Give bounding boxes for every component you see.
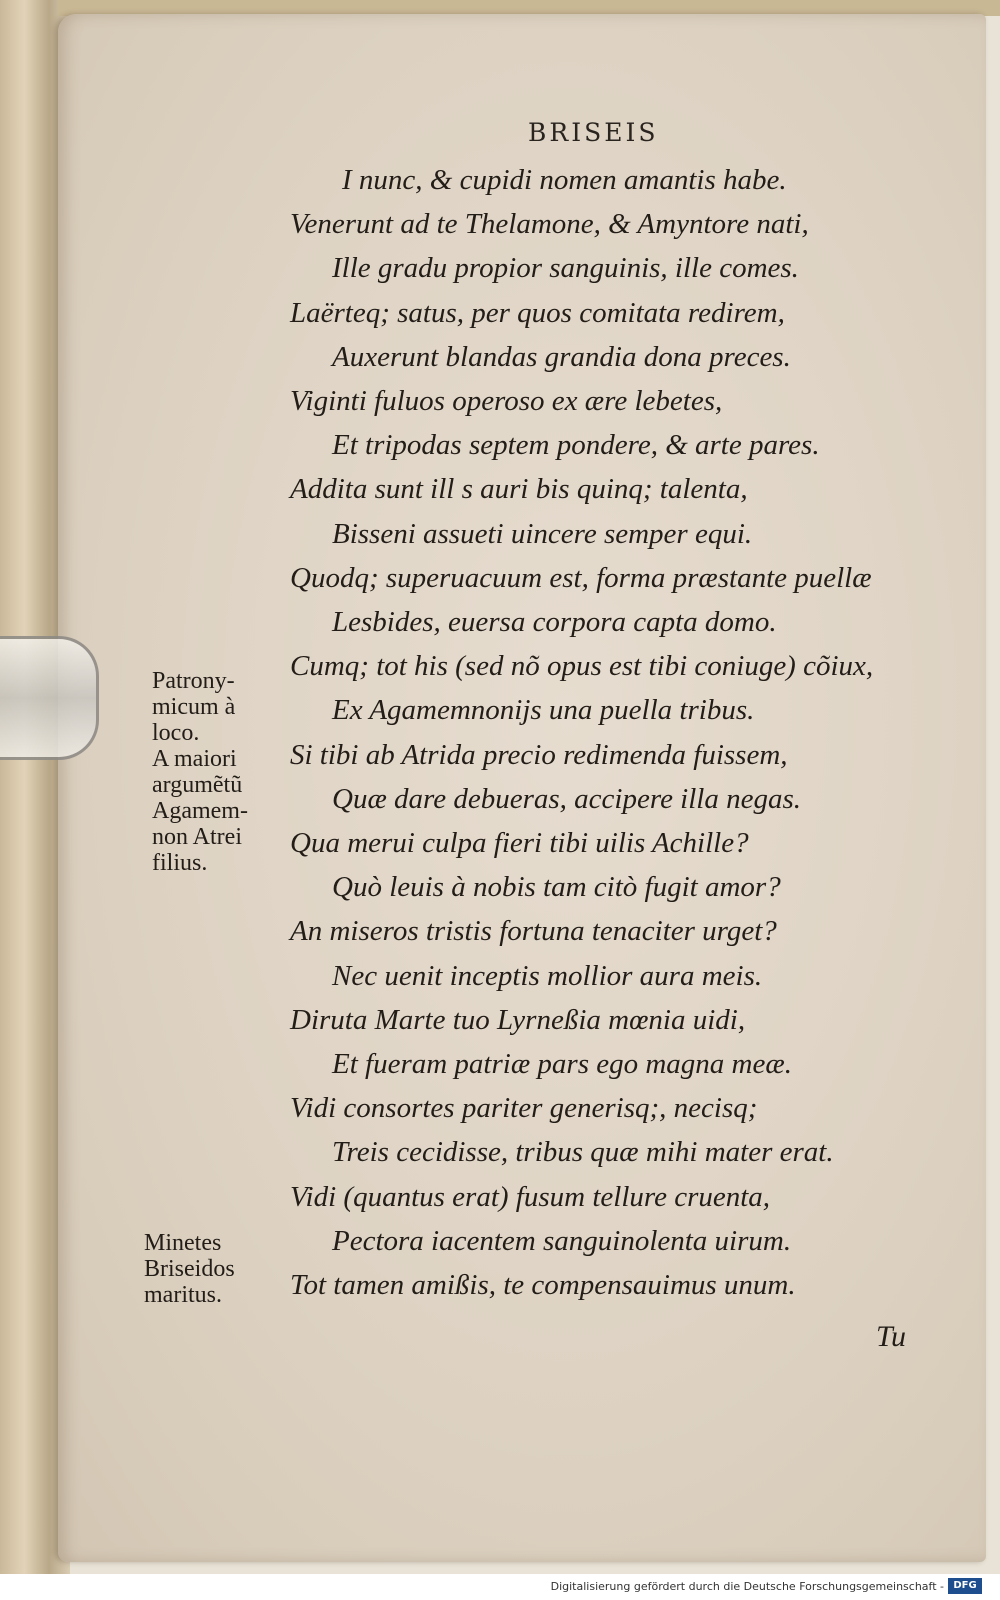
verse-line: Auxerunt blandas grandia dona preces.: [332, 340, 791, 373]
running-head: BRISEIS: [528, 118, 659, 147]
footer-credit: Digitalisierung gefördert durch die Deutsche Forschungsgemeinschaft -: [550, 1580, 944, 1593]
marginal-note-line: micum à: [152, 694, 236, 720]
marginal-note-line: non Atrei: [152, 824, 242, 850]
verse-line: Quodq; superuacuum est, forma præstante puellæ: [290, 561, 872, 594]
verse-text: [290, 158, 980, 1307]
verse-line: Bisseni assueti uincere semper equi.: [332, 517, 753, 550]
verse-line: Et tripodas septem pondere, & arte pares.: [332, 429, 820, 462]
verse-line: Diruta Marte tuo Lyrneßia mœnia uidi,: [290, 1003, 746, 1036]
dfg-logo: DFG: [948, 1578, 982, 1594]
verse-line: Treis cecidisse, tribus quæ mihi mater erat.: [332, 1136, 834, 1169]
page-clip: [0, 636, 99, 760]
verse-line: An miseros tristis fortuna tenaciter urget?: [290, 915, 777, 948]
verse-line: Quò leuis à nobis tam citò fugit amor?: [332, 871, 781, 904]
verse-line: Ex Agamemnonijs una puella tribus.: [332, 694, 755, 727]
verse-line: Venerunt ad te Thelamone, & Amyntore nati,: [290, 208, 809, 241]
verse-line: Quæ dare debueras, accipere illa negas.: [332, 782, 802, 815]
verse-line: Pectora iacentem sanguinolenta uirum.: [332, 1224, 792, 1257]
verse-line: Vidi (quantus erat) fusum tellure cruenta,: [290, 1180, 771, 1213]
verse-line: Lesbides, euersa corpora capta domo.: [332, 606, 777, 639]
marginal-note-line: argumẽtũ: [152, 772, 243, 798]
verse-line: Qua merui culpa fieri tibi uilis Achille?: [290, 827, 749, 860]
marginal-note-line: maritus.: [144, 1282, 222, 1308]
verse-line: Laërteq; satus, per quos comitata redirem,: [290, 296, 785, 329]
marginal-note-line: A maiori: [152, 746, 237, 772]
marginal-note-line: filius.: [152, 850, 208, 876]
marginal-note-line: loco.: [152, 720, 200, 746]
marginal-note-line: Patrony-: [152, 668, 235, 694]
marginal-note-minetes: [144, 1230, 284, 1308]
catchword: Tu: [876, 1320, 907, 1353]
verse-line: Viginti fuluos operoso ex ære lebetes,: [290, 385, 723, 418]
verse-line: Vidi consortes pariter generisq;, necisq;: [290, 1092, 758, 1125]
marginal-note-line: Minetes: [144, 1230, 222, 1256]
verse-line: Ille gradu propior sanguinis, ille comes.: [332, 252, 799, 285]
verse-line: Tot tamen amißis, te compensauimus unum.: [290, 1269, 796, 1302]
marginal-note-line: Agamem-: [152, 798, 248, 824]
verse-line: Cumq; tot his (sed nõ opus est tibi coniuge) cõiux,: [290, 650, 874, 683]
verse-line: I nunc, & cupidi nomen amantis habe.: [342, 164, 787, 196]
verse-line: Addita sunt ill s auri bis quinq; talenta,: [290, 473, 748, 506]
verse-line: Si tibi ab Atrida precio redimenda fuissem,: [290, 738, 788, 771]
verse-line: Et fueram patriæ pars ego magna meæ.: [332, 1048, 792, 1081]
marginal-note-line: Briseidos: [144, 1256, 235, 1282]
marginal-note-patronymicum: [152, 668, 292, 876]
verse-line: Nec uenit inceptis mollior aura meis.: [332, 959, 763, 992]
